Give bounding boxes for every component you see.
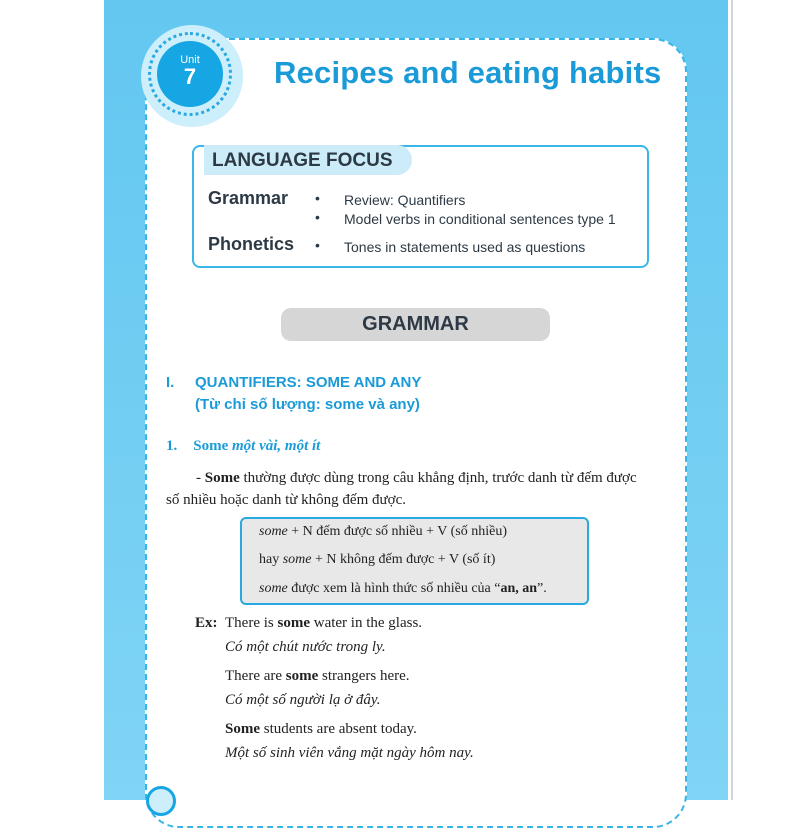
- example-translation: Một số sinh viên vắng mặt ngày hôm nay.: [225, 745, 474, 761]
- example-keyword: Some: [225, 721, 260, 737]
- rule-text: + N đếm được số nhiều + V (số nhiều): [287, 524, 508, 539]
- page-title: Recipes and eating habits: [274, 55, 662, 90]
- section-title: QUANTIFIERS: SOME AND ANY: [195, 374, 422, 391]
- rule-end: ”.: [537, 581, 547, 596]
- page-edge-line: [731, 0, 733, 800]
- subsection-heading: [166, 438, 320, 455]
- example-text: There is: [225, 615, 278, 631]
- example-sentence: [225, 615, 422, 632]
- grammar-banner: GRAMMAR: [281, 308, 550, 341]
- example-text: There are: [225, 668, 286, 684]
- rule-box: [240, 517, 589, 605]
- rule-keyword: some: [259, 581, 288, 596]
- phonetics-label: Phonetics: [208, 234, 295, 254]
- explanation-keyword: Some: [204, 470, 240, 486]
- example-text: water in the glass.: [309, 615, 423, 631]
- explanation-line-2: số nhiều hoặc danh từ không đếm được.: [166, 492, 406, 508]
- language-focus-box: [192, 145, 649, 268]
- example-sentence: [225, 721, 417, 738]
- example-translation: Có một chút nước trong ly.: [225, 639, 386, 655]
- example-translation: Có một số người lạ ở đây.: [225, 692, 381, 708]
- bullet: •: [315, 237, 320, 253]
- example-keyword: some: [285, 668, 319, 684]
- rule-line: [259, 524, 507, 540]
- rule-text: được xem là hình thức số nhiều của “: [287, 581, 501, 596]
- explanation-dash: -: [196, 470, 205, 486]
- phonetics-item: Tones in statements used as questions: [344, 239, 586, 255]
- example-keyword: some: [277, 615, 310, 631]
- rule-keyword: some: [259, 524, 288, 539]
- bullet: •: [315, 190, 320, 206]
- rule-text: + N không đếm được + V (số ít): [311, 552, 496, 567]
- grammar-label: Grammar: [208, 188, 289, 208]
- rule-line: [259, 552, 495, 568]
- rule-keyword: some: [282, 552, 312, 567]
- example-text: strangers here.: [318, 668, 410, 684]
- example-text: students are absent today.: [260, 721, 417, 737]
- example-sentence: [225, 668, 410, 685]
- rule-pre: hay: [259, 552, 283, 567]
- rule-bold: an, an: [500, 581, 538, 596]
- subsection-meaning: một vài, một ít: [232, 438, 321, 454]
- page-corner-badge: [146, 786, 176, 816]
- section-number: I.: [166, 374, 175, 391]
- bullet: •: [315, 209, 320, 225]
- explanation-text: thường được dùng trong câu khẳng định, trước danh từ đếm được: [239, 470, 637, 486]
- explanation-line-1: [196, 470, 637, 487]
- subsection-number: 1.: [166, 438, 178, 454]
- examples-label: Ex:: [195, 615, 218, 631]
- rule-line: [259, 581, 547, 597]
- subsection-word: Some: [193, 438, 229, 454]
- language-focus-heading: LANGUAGE FOCUS: [212, 150, 393, 171]
- grammar-item: Model verbs in conditional sentences type 1: [344, 211, 616, 227]
- grammar-item: Review: Quantifiers: [344, 192, 466, 208]
- unit-badge-circle: [157, 41, 223, 107]
- unit-label: Unit: [180, 54, 200, 66]
- unit-number: 7: [183, 64, 197, 89]
- section-subtitle: (Từ chỉ số lượng: some và any): [195, 396, 420, 413]
